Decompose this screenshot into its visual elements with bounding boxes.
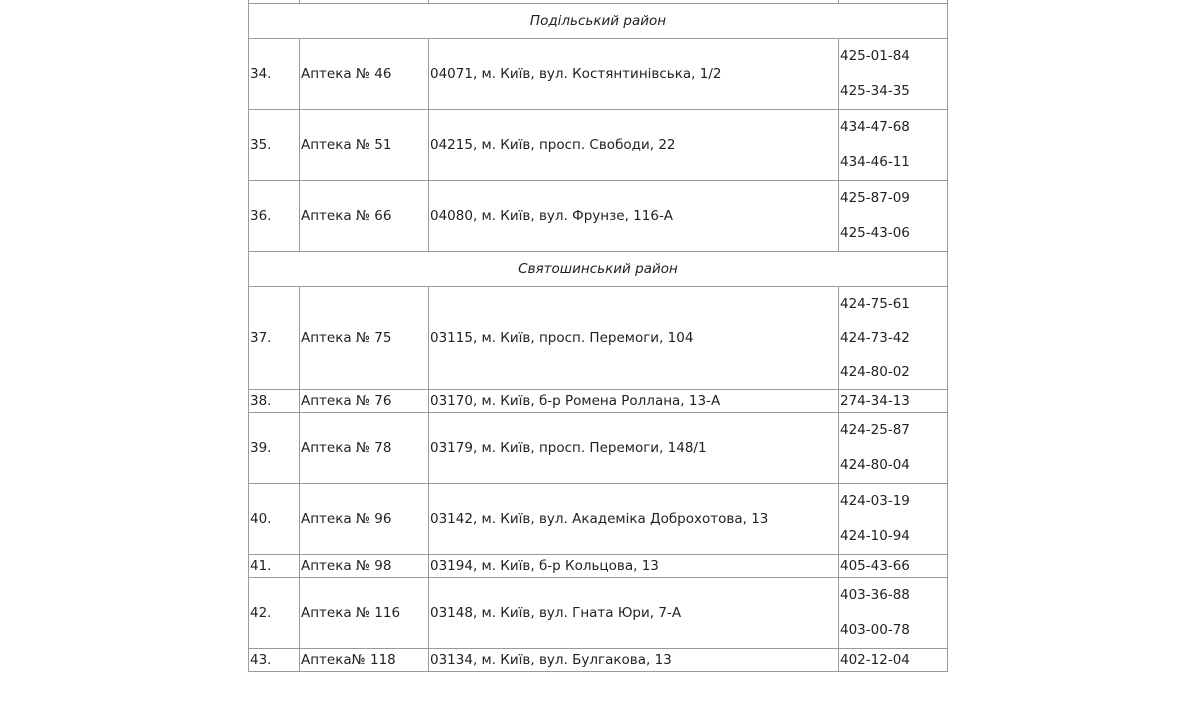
table-row (249, 39, 948, 110)
pharmacy-address: 04215, м. Київ, просп. Свободи, 22 (429, 110, 839, 181)
pharmacy-phones (839, 484, 948, 555)
pharmacy-address: 04080, м. Київ, вул. Фрунзе, 116-А (429, 181, 839, 252)
phone-number: 274-34-13 (840, 393, 910, 409)
row-number: 39. (249, 413, 300, 484)
pharmacy-phones (839, 578, 948, 649)
pharmacy-address: 03170, м. Київ, б-р Ромена Роллана, 13-А (429, 390, 839, 413)
phone-number: 424-10-94 (840, 528, 910, 544)
pharmacy-table-body (249, 0, 948, 672)
row-number: 41. (249, 555, 300, 578)
phone-number: 402-12-04 (840, 652, 910, 668)
pharmacy-name: Аптека № 78 (300, 413, 429, 484)
row-number: 34. (249, 39, 300, 110)
pharmacy-address: 03148, м. Київ, вул. Гната Юри, 7-А (429, 578, 839, 649)
phone-number: 403-00-78 (840, 622, 910, 638)
pharmacy-phones (839, 287, 948, 390)
table-row (249, 390, 948, 413)
phone-number: 425-87-09 (840, 190, 910, 206)
pharmacy-phones (839, 181, 948, 252)
district-row (249, 252, 948, 287)
phone-number: 425-43-06 (840, 225, 910, 241)
phone-number: 424-75-61 (840, 296, 910, 312)
pharmacy-name: Аптека № 98 (300, 555, 429, 578)
pharmacy-phones (839, 555, 948, 578)
pharmacy-address: 03142, м. Київ, вул. Академіка Доброхотова, 13 (429, 484, 839, 555)
phone-number: 434-46-11 (840, 154, 910, 170)
phone-number: 405-43-66 (840, 558, 910, 574)
district-row (249, 4, 948, 39)
pharmacy-phones (839, 413, 948, 484)
row-number: 36. (249, 181, 300, 252)
table-row (249, 110, 948, 181)
row-number: 43. (249, 649, 300, 672)
pharmacy-name: Аптека № 66 (300, 181, 429, 252)
pharmacy-phones (839, 110, 948, 181)
table-row (249, 578, 948, 649)
district-name: Святошинський район (249, 252, 948, 287)
pharmacy-name: Аптека№ 118 (300, 649, 429, 672)
pharmacy-address: 03134, м. Київ, вул. Булгакова, 13 (429, 649, 839, 672)
table-row (249, 555, 948, 578)
pharmacy-address: 03115, м. Київ, просп. Перемоги, 104 (429, 287, 839, 390)
table-row (249, 484, 948, 555)
row-number: 35. (249, 110, 300, 181)
phone-number: 425-01-84 (840, 48, 910, 64)
phone-number: 424-80-04 (840, 457, 910, 473)
pharmacy-name: Аптека № 116 (300, 578, 429, 649)
pharmacy-name: Аптека № 51 (300, 110, 429, 181)
pharmacy-phones (839, 39, 948, 110)
table-row (249, 413, 948, 484)
pharmacy-name: Аптека № 46 (300, 39, 429, 110)
phone-number: 434-47-68 (840, 119, 910, 135)
row-number: 40. (249, 484, 300, 555)
pharmacy-address: 03179, м. Київ, просп. Перемоги, 148/1 (429, 413, 839, 484)
pharmacy-phones (839, 390, 948, 413)
table-row (249, 287, 948, 390)
table-row (249, 649, 948, 672)
pharmacy-name: Аптека № 75 (300, 287, 429, 390)
phone-number: 403-36-88 (840, 587, 910, 603)
phone-number: 424-25-87 (840, 422, 910, 438)
table-row (249, 181, 948, 252)
pharmacy-name: Аптека № 76 (300, 390, 429, 413)
row-number: 37. (249, 287, 300, 390)
pharmacy-phones (839, 649, 948, 672)
phone-number: 424-73-42 (840, 330, 910, 346)
row-number: 38. (249, 390, 300, 413)
pharmacy-name: Аптека № 96 (300, 484, 429, 555)
pharmacy-address: 03194, м. Київ, б-р Кольцова, 13 (429, 555, 839, 578)
phone-number: 424-80-02 (840, 364, 910, 380)
pharmacy-address: 04071, м. Київ, вул. Костянтинівська, 1/2 (429, 39, 839, 110)
phone-number: 424-03-19 (840, 493, 910, 509)
row-number: 42. (249, 578, 300, 649)
district-name: Подільський район (249, 4, 948, 39)
phone-number: 425-34-35 (840, 83, 910, 99)
pharmacy-table (248, 0, 948, 672)
